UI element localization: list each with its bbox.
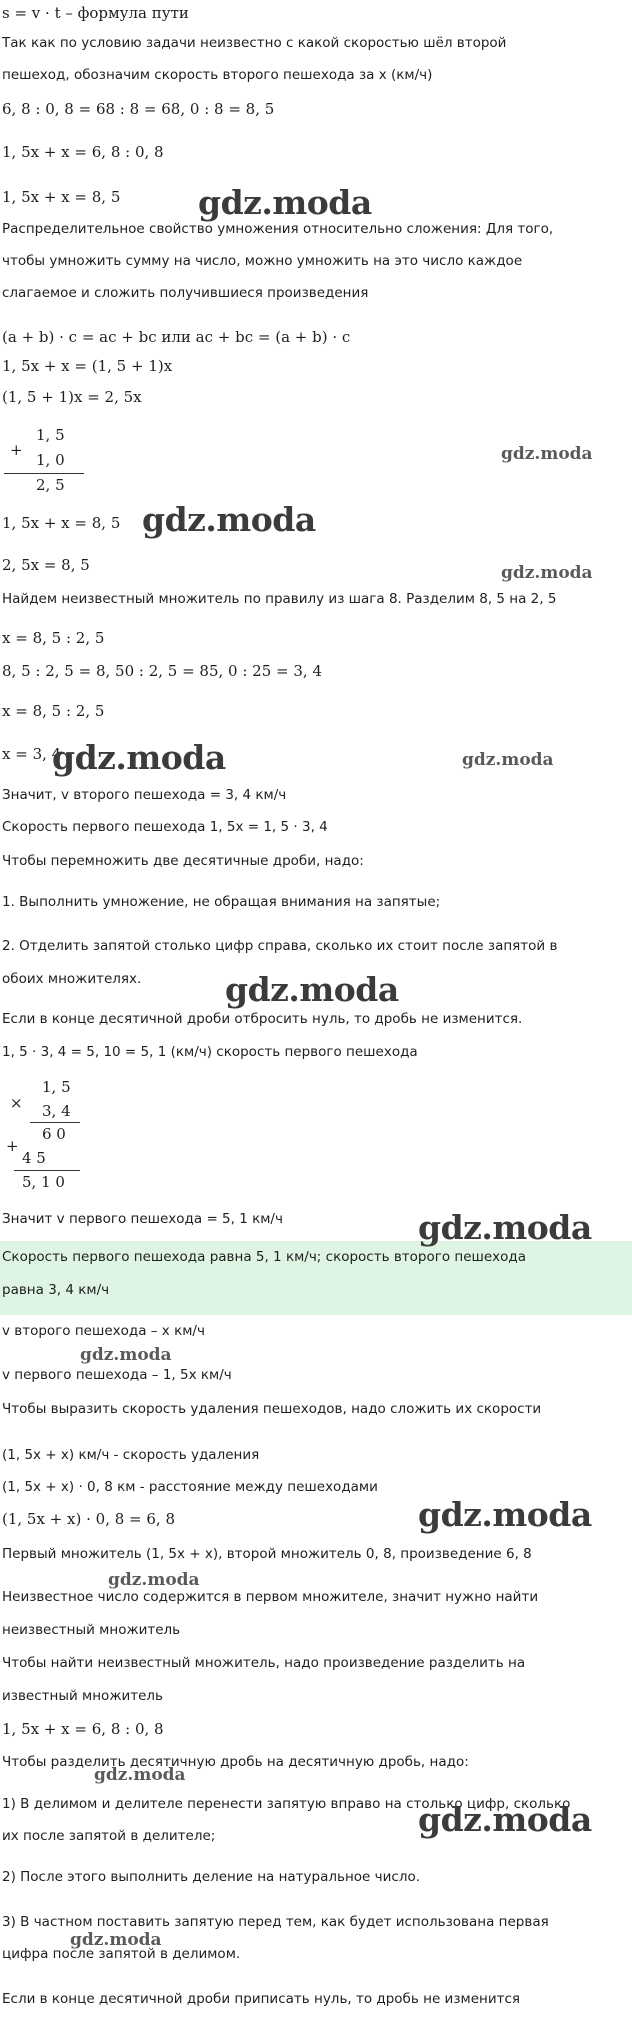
text-line: неизвестный множитель [2,1622,181,1638]
formula-line: 2, 5x = 8, 5 [2,556,90,574]
watermark: gdz.moda [142,500,316,539]
partial-product-1: 6 0 [42,1125,66,1143]
formula-line: 8, 5 : 2, 5 = 8, 50 : 2, 5 = 85, 0 : 25 = 3, 4 [2,662,322,680]
formula-line: x = 8, 5 : 2, 5 [2,629,105,647]
watermark: gdz.moda [418,1208,592,1247]
text-line: Значит v первого пешехода = 5, 1 км/ч [2,1211,283,1227]
text-line: (1, 5x + x) км/ч - скорость удаления [2,1447,260,1463]
text-line: пешеход, обозначим скорость второго пешехода за x (км/ч) [2,67,433,83]
watermark: gdz.moda [70,1930,162,1950]
sum-line [4,473,84,474]
watermark: gdz.moda [52,738,226,777]
factor-1: 1, 5 [42,1078,71,1096]
answer-line: Скорость первого пешехода равна 5, 1 км/ч; скорость второго пешехода [2,1249,527,1265]
watermark: gdz.moda [418,1800,592,1839]
watermark: gdz.moda [80,1345,172,1365]
formula-line: (1, 5x + x) · 0, 8 = 6, 8 [2,1510,176,1528]
watermark: gdz.moda [198,183,372,222]
text-line: известный множитель [2,1688,164,1704]
text-line: 1. Выполнить умножение, не обращая внимания на запятые; [2,894,441,910]
watermark: gdz.moda [501,563,593,583]
sum-result: 2, 5 [36,476,65,494]
formula-line: (1, 5 + 1)x = 2, 5x [2,388,142,406]
text-line: 2) После этого выполнить деление на натуральное число. [2,1869,420,1885]
formula-line: s = v · t – формула пути [2,4,189,22]
text-line: 1, 5 · 3, 4 = 5, 10 = 5, 1 (км/ч) скорость первого пешехода [2,1044,418,1060]
text-line: цифра после запятой в делимом. [2,1946,241,1962]
text-line: чтобы умножить сумму на число, можно умножить на это число каждое [2,253,523,269]
watermark: gdz.moda [108,1570,200,1590]
formula-line: (a + b) · c = ac + bc или ac + bc = (a + b) · c [2,328,351,346]
formula-line: 1, 5x + x = 6, 8 : 0, 8 [2,1720,164,1738]
watermark: gdz.moda [501,444,593,464]
watermark: gdz.moda [94,1765,186,1785]
addend-2: 1, 0 [36,451,65,469]
formula-line: x = 3, 4 [2,745,62,763]
plus-sign: + [10,441,23,459]
text-line: Чтобы разделить десятичную дробь на десятичную дробь, надо: [2,1754,469,1770]
text-line: Скорость первого пешехода 1, 5x = 1, 5 · 3, 4 [2,819,328,835]
watermark: gdz.moda [225,970,399,1009]
text-line: Первый множитель (1, 5x + x), второй множитель 0, 8, произведение 6, 8 [2,1546,532,1562]
formula-line: 1, 5x + x = 6, 8 : 0, 8 [2,143,164,161]
text-line: Найдем неизвестный множитель по правилу из шага 8. Разделим 8, 5 на 2, 5 [2,591,557,607]
text-line: v второго пешехода – x км/ч [2,1323,205,1339]
text-line: v первого пешехода – 1, 5x км/ч [2,1367,232,1383]
text-line: (1, 5x + x) · 0, 8 км - расстояние между пешеходами [2,1479,378,1495]
text-line: Так как по условию задачи неизвестно с какой скоростью шёл второй [2,35,507,51]
text-line: Значит, v второго пешехода = 3, 4 км/ч [2,787,287,803]
text-line: 2. Отделить запятой столько цифр справа, сколько их стоит после запятой в [2,938,558,954]
product-result: 5, 1 0 [22,1173,65,1191]
text-line: 1) В делимом и делителе перенести запятую вправо на столько цифр, сколько [2,1796,571,1812]
watermark: gdz.moda [418,1495,592,1534]
result-line [14,1170,80,1171]
text-line: Чтобы выразить скорость удаления пешеходов, надо сложить их скорости [2,1401,542,1417]
partial-product-2: 4 5 [22,1149,46,1167]
times-sign: × [10,1094,23,1112]
factor-2: 3, 4 [42,1102,71,1120]
formula-line: 6, 8 : 0, 8 = 68 : 8 = 68, 0 : 8 = 8, 5 [2,100,275,118]
text-line: слагаемое и сложить получившиеся произведения [2,285,369,301]
text-line: Если в конце десятичной дроби приписать нуль, то дробь не изменится [2,1991,521,2007]
text-line: обоих множителях. [2,971,142,987]
plus-sign: + [6,1137,19,1155]
text-line: их после запятой в делителе; [2,1828,216,1844]
formula-line: 1, 5x + x = 8, 5 [2,514,121,532]
formula-line: 1, 5x + x = (1, 5 + 1)x [2,357,173,375]
text-line: Чтобы найти неизвестный множитель, надо произведение разделить на [2,1655,526,1671]
text-line: Распределительное свойство умножения относительно сложения: Для того, [2,221,554,237]
answer-line: равна 3, 4 км/ч [2,1282,110,1298]
addend-1: 1, 5 [36,426,65,444]
product-line [30,1122,80,1123]
formula-line: x = 8, 5 : 2, 5 [2,702,105,720]
watermark: gdz.moda [462,750,554,770]
text-line: Если в конце десятичной дроби отбросить нуль, то дробь не изменится. [2,1011,523,1027]
formula-line: 1, 5x + x = 8, 5 [2,188,121,206]
text-line: Неизвестное число содержится в первом множителе, значит нужно найти [2,1589,539,1605]
text-line: 3) В частном поставить запятую перед тем, как будет использована первая [2,1914,549,1930]
text-line: Чтобы перемножить две десятичные дроби, надо: [2,853,364,869]
